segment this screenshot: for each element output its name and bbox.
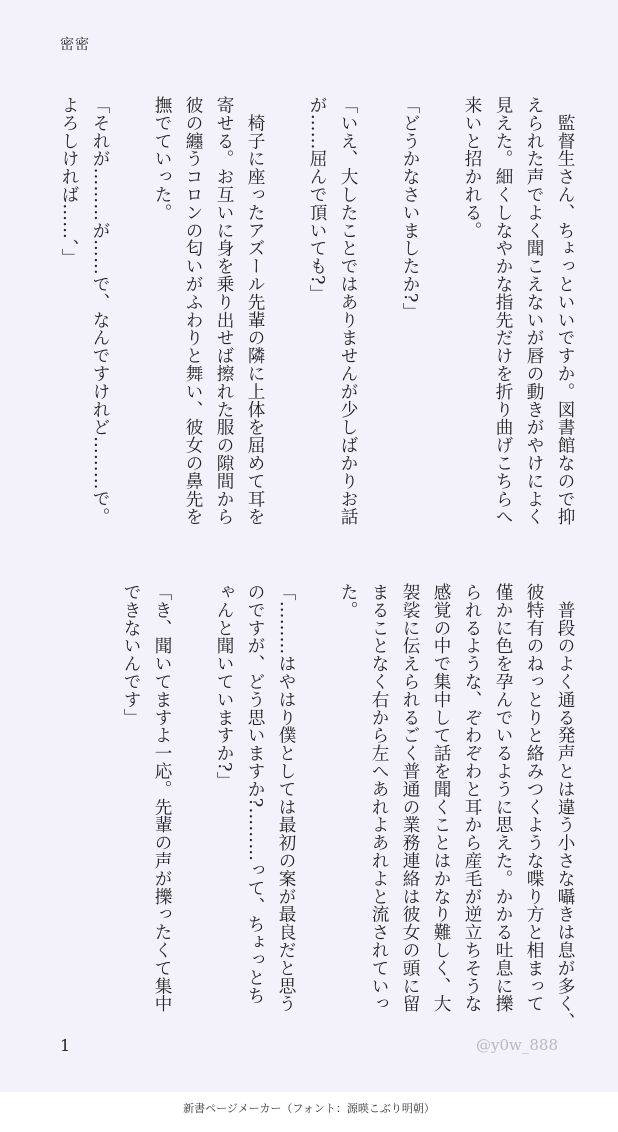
page-number: 1 [60, 1036, 71, 1055]
author-handle: @y0w_888 [476, 1036, 558, 1054]
vertical-text-block-bottom: 普段のよく通る発声とは違う小さな囁きは息が多く、 彼特有のねっとりと絡みつくような喋り方と相まって 僅かに色を孕んでいるように思えた。かかる吐息に擽 られるような、ぞわぞわと耳から産毛が逆立ちそうな 感覚の中で集中して話を聞くことはかなり難しく、大 袈裟に伝えられるごく普通の業務連絡は彼女の頭に留 まることなく右から左へあれよあれよと流されていっ た。 「………はやはり僕としては最初の案が最良だと思う のですが、どう思いますか?………って、ちょっとち ゃんと聞いていますか?」 「き、聞いてますよ一応。先輩の声が擽ったくて集中 できないんです」 [121, 583, 575, 1031]
vertical-text-block-top: 監督生さん、ちょっといいですか。図書館なので抑 えられた声でよく聞こえないが唇の動きがやけによく 見えた。細くしなやかな指先だけを折り曲げこちらへ 来いと招かれる。 「どうかなさいましたか?」 「いえ、大したことではありませんが少しばかりお話 が……屈んで頂いても?」 椅子に座ったアズール先輩の隣に上体を屈めて耳を 寄せる。お互いに身を乗り出せば擦れた服の隙間から 彼の纏うコロンの匂いがふわりと舞い、彼女の鼻先を 撫でていった。 「それが………が……で、なんですけれど………で。 よろしければ……、」 [59, 96, 575, 526]
footer-caption: 新書ページメーカー（フォント：源暎こぶり明朝） [183, 1102, 435, 1115]
page-title: 密密 [60, 37, 90, 53]
